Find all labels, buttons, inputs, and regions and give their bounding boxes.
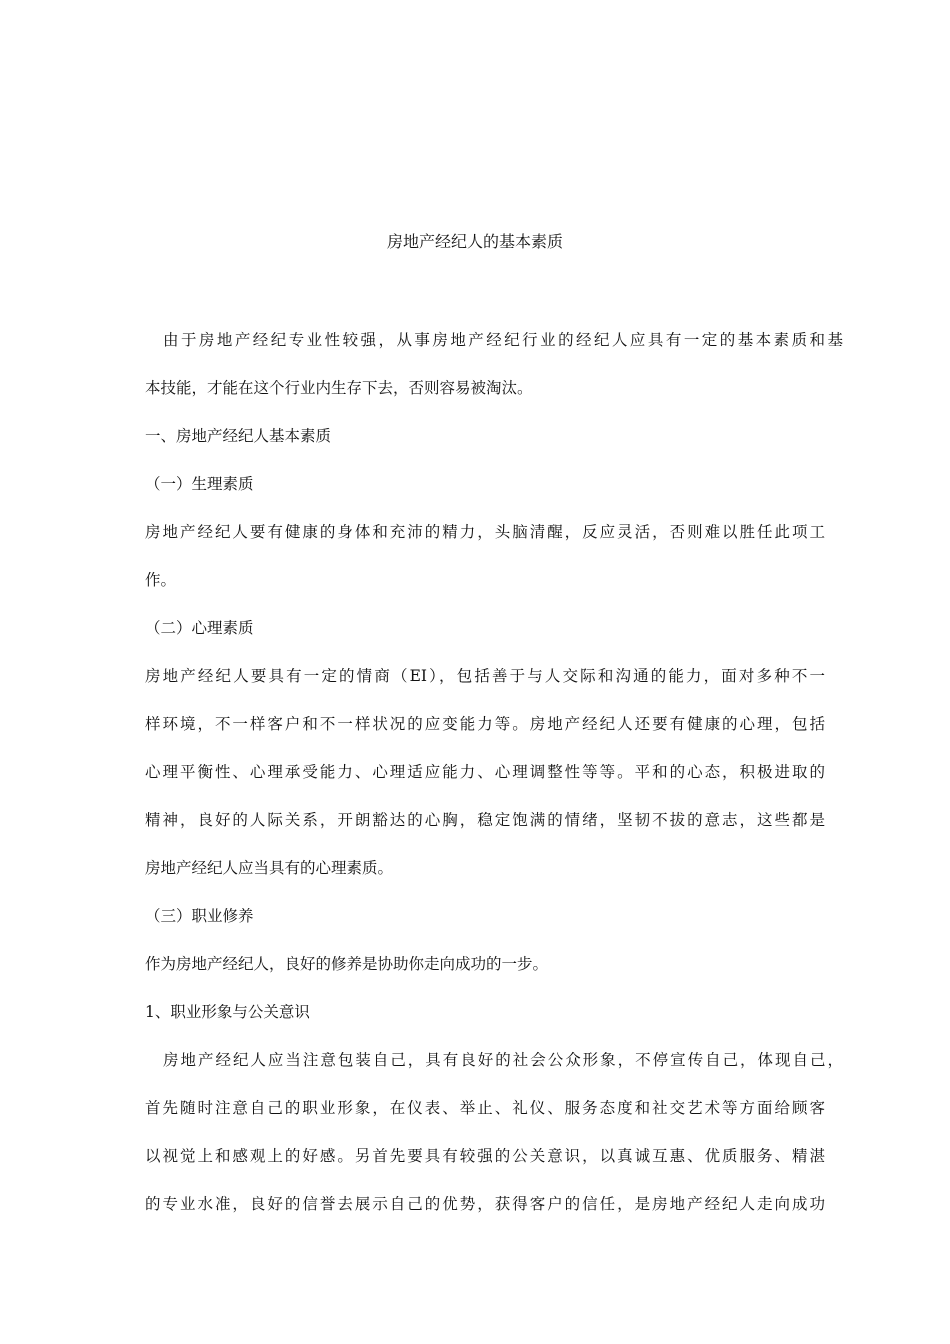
- paragraph-image-line-2: 首先随时注意自己的职业形象，在仪表、举止、礼仪、服务态度和社交艺术等方面给顾客: [145, 1099, 825, 1117]
- paragraph-psychological-line-4: 精神，良好的人际关系，开朗豁达的心胸，稳定饱满的情绪，坚韧不拔的意志，这些都是: [145, 811, 825, 829]
- paragraph-professional-cultivation: 作为房地产经纪人，良好的修养是协助你走向成功的一步。: [145, 955, 549, 973]
- paragraph-image-line-4: 的专业水准，良好的信誉去展示自己的优势，获得客户的信任，是房地产经纪人走向成功: [145, 1195, 825, 1213]
- paragraph-image-line-3: 以视觉上和感观上的好感。另首先要具有较强的公关意识，以真诚互惠、优质服务、精湛: [145, 1147, 825, 1165]
- paragraph-physiological-line-1: 房地产经纪人要有健康的身体和充沛的精力，头脑清醒，反应灵活，否则难以胜任此项工: [145, 523, 825, 541]
- subheading-professional-cultivation: （三）职业修养: [145, 907, 254, 925]
- document-title: 房地产经纪人的基本素质: [386, 232, 563, 251]
- subheading-image-and-pr: 1、职业形象与公关意识: [145, 1003, 310, 1021]
- paragraph-physiological-line-2: 作。: [145, 571, 177, 589]
- paragraph-psychological-line-2: 样环境，不一样客户和不一样状况的应变能力等。房地产经纪人还要有健康的心理，包括: [145, 715, 825, 733]
- subheading-physiological: （一）生理素质: [145, 475, 254, 493]
- paragraph-psychological-line-3: 心理平衡性、心理承受能力、心理适应能力、心理调整性等等。平和的心态，积极进取的: [145, 763, 825, 781]
- paragraph-intro-line-2: 本技能，才能在这个行业内生存下去，否则容易被淘汰。: [145, 379, 533, 397]
- paragraph-intro-line-1: 由于房地产经纪专业性较强，从事房地产经纪行业的经纪人应具有一定的基本素质和基: [163, 331, 843, 349]
- paragraph-psychological-line-5: 房地产经纪人应当具有的心理素质。: [145, 859, 394, 877]
- paragraph-psychological-line-1: 房地产经纪人要具有一定的情商（EI），包括善于与人交际和沟通的能力，面对多种不一: [145, 667, 825, 685]
- section-heading-basic-qualities: 一、房地产经纪人基本素质: [145, 427, 332, 445]
- subheading-psychological: （二）心理素质: [145, 619, 254, 637]
- paragraph-image-line-1: 房地产经纪人应当注意包装自己，具有良好的社会公众形象，不停宣传自己，体现自己，: [163, 1051, 843, 1069]
